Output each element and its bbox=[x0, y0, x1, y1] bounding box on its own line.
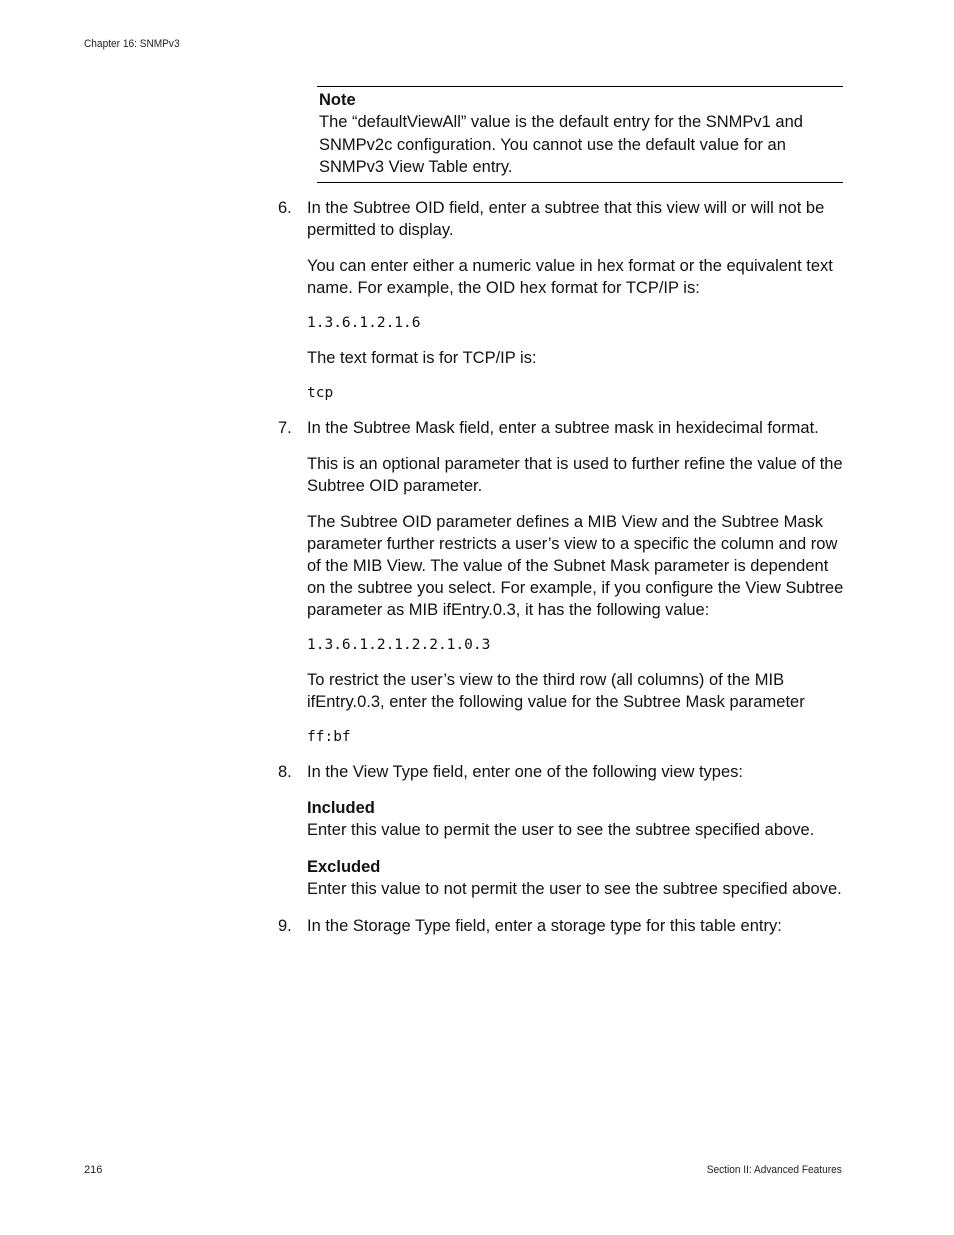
paragraph: The text format is for TCP/IP is: bbox=[307, 349, 537, 367]
paragraph: You can enter either a numeric value in hex format or the equivalent text name. For example, the OID hex format for TCP/IP is: bbox=[307, 257, 833, 297]
code-sample: ff:bf bbox=[307, 729, 351, 745]
note-title: Note bbox=[319, 91, 356, 109]
paragraph: The Subtree OID parameter defines a MIB View and the Subtree Mask parameter further restricts a user’s view to a specific the column and row of the MIB View. The value of the Subnet Mask parameter is dependent on the subtree you select. For example, if you configure the View Subtree parameter as MIB ifEntry.0.3, it has the following value: bbox=[307, 513, 844, 619]
main-content bbox=[278, 197, 848, 937]
step-number: 6. bbox=[278, 199, 292, 217]
term-excluded: Excluded bbox=[307, 858, 381, 876]
term-included: Included bbox=[307, 799, 375, 817]
step-7 bbox=[278, 417, 848, 439]
step-9 bbox=[278, 915, 848, 937]
code-sample: 1.3.6.1.2.1.2.2.1.0.3 bbox=[307, 637, 491, 653]
paragraph: This is an optional parameter that is used to further refine the value of the Subtree OID parameter. bbox=[307, 455, 843, 495]
step-6 bbox=[278, 197, 848, 241]
note-box bbox=[317, 86, 843, 183]
running-footer: Section II: Advanced Features bbox=[706, 1164, 842, 1176]
step-text: In the Subtree Mask field, enter a subtree mask in hexidecimal format. bbox=[307, 419, 819, 437]
step-number: 7. bbox=[278, 419, 292, 437]
step-number: 8. bbox=[278, 763, 292, 781]
paragraph: To restrict the user’s view to the third row (all columns) of the MIB ifEntry.0.3, enter the following value for the Subtree Mask parameter bbox=[307, 671, 805, 711]
note-text: The “defaultViewAll” value is the default entry for the SNMPv1 and SNMPv2c configuration. You cannot use the default value for an SNMPv3 View Table entry. bbox=[319, 113, 803, 176]
code-sample: 1.3.6.1.2.1.6 bbox=[307, 315, 421, 331]
code-sample: tcp bbox=[307, 385, 334, 401]
step-number: 9. bbox=[278, 917, 292, 935]
step-text: In the Subtree OID field, enter a subtree that this view will or will not be permitted to display. bbox=[307, 199, 825, 239]
step-text: In the Storage Type field, enter a storage type for this table entry: bbox=[307, 917, 782, 935]
term-description: Enter this value to not permit the user to see the subtree specified above. bbox=[307, 880, 842, 898]
step-text: In the View Type field, enter one of the following view types: bbox=[307, 763, 743, 781]
term-description: Enter this value to permit the user to see the subtree specified above. bbox=[307, 821, 815, 839]
running-header: Chapter 16: SNMPv3 bbox=[84, 38, 180, 50]
page-number: 216 bbox=[84, 1164, 103, 1176]
step-8 bbox=[278, 761, 848, 783]
